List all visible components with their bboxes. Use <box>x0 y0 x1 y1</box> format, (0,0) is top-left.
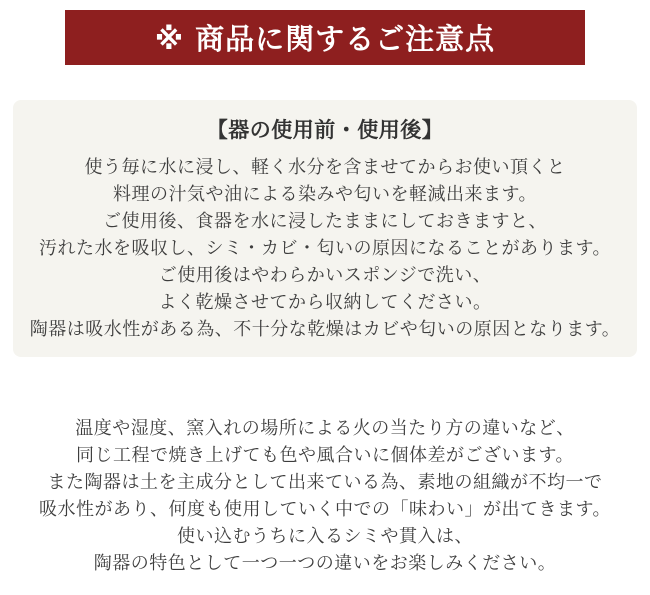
usage-notice-box <box>13 100 637 357</box>
note-line: また陶器は土を主成分として出来ている為、素地の組織が不均一で <box>47 472 603 493</box>
usage-notice-heading: 【器の使用前・使用後】 <box>206 118 444 142</box>
notice-banner-title: ※ 商品に関するご注意点 <box>154 22 496 56</box>
note-line: 温度や湿度、窯入れの場所による火の当たり方の違いなど、 <box>75 418 575 439</box>
note-line: 吸水性があり、何度も使用していく中での「味わい」が出てきます。 <box>38 499 612 520</box>
notice-line: ご使用後はやわらかいスポンジで洗い、 <box>158 265 492 286</box>
notice-line: 陶器は吸水性がある為、不十分な乾燥はカビや匂いの原因となります。 <box>29 319 621 340</box>
note-line: 使い込むうちに入るシミや貫入は、 <box>177 526 473 547</box>
notice-line: 汚れた水を吸収し、シミ・カビ・匂いの原因になることがあります。 <box>38 238 612 259</box>
note-line: 同じ工程で焼き上げても色や風合いに個体差がございます。 <box>75 445 575 466</box>
notice-line: 料理の汁気や油による染みや匂いを軽減出来ます。 <box>112 184 538 205</box>
notice-line: 使う毎に水に浸し、軽く水分を含ませてからお使い頂くと <box>84 157 566 178</box>
note-line: 陶器の特色として一つ一つの違いをお楽しみください。 <box>93 553 557 574</box>
product-notice-page <box>0 10 650 595</box>
usage-notice-body <box>25 154 625 343</box>
pottery-variation-note <box>0 415 650 577</box>
notice-line: ご使用後、食器を水に浸したままにしておきますと、 <box>103 211 547 232</box>
notice-line: よく乾燥させてから収納してください。 <box>158 292 492 313</box>
notice-banner <box>65 10 585 65</box>
